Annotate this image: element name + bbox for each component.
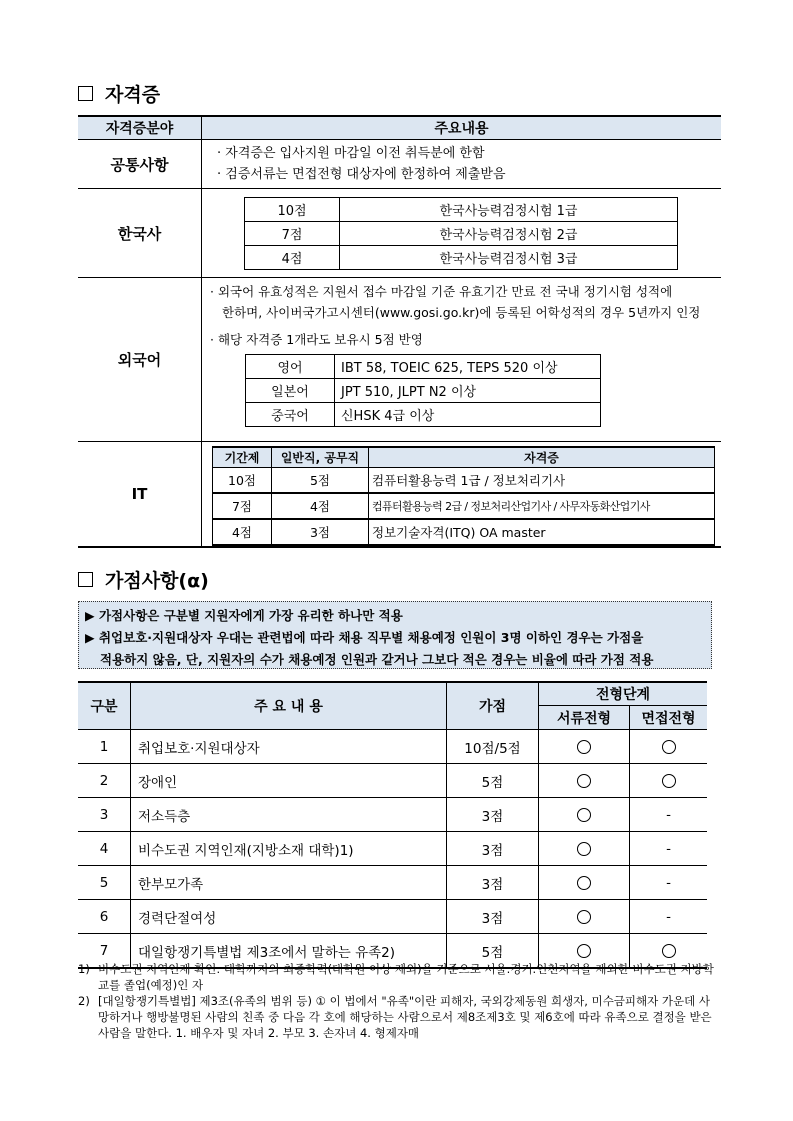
table-row bbox=[245, 198, 678, 222]
doc-stage-cell bbox=[539, 764, 630, 798]
row-content: 취업보호·지원대상자 bbox=[131, 730, 447, 764]
doc-stage-cell bbox=[539, 832, 630, 866]
row-number: 2 bbox=[78, 764, 131, 798]
bonus-notice-box bbox=[78, 601, 712, 669]
history-table bbox=[244, 197, 678, 270]
header-interview-stage: 면접전형 bbox=[630, 706, 708, 730]
table-row bbox=[78, 900, 707, 934]
checkbox-square-icon bbox=[78, 572, 93, 587]
row-number: 6 bbox=[78, 900, 131, 934]
it-cert: 컴퓨터활용능력 1급 / 정보처리기사 bbox=[369, 468, 715, 494]
category-common: 공통사항 bbox=[78, 140, 202, 189]
category-history: 한국사 bbox=[78, 189, 202, 278]
it-table bbox=[212, 446, 715, 546]
table-row bbox=[213, 493, 715, 519]
table-row bbox=[246, 379, 601, 403]
circle-mark-icon bbox=[662, 944, 676, 958]
foreign-line-3: · 해당 자격증 1개라도 보유시 5점 반영 bbox=[210, 332, 423, 347]
doc-stage-cell bbox=[539, 798, 630, 832]
circle-mark-icon bbox=[577, 876, 591, 890]
foreign-line-1: · 외국어 유효성적은 지원서 접수 마감일 기준 유효기간 만료 전 국내 정기시험 성적에 bbox=[210, 284, 673, 299]
it-score-regular: 3점 bbox=[272, 519, 369, 545]
circle-mark-icon bbox=[577, 774, 591, 788]
it-score-regular: 4점 bbox=[272, 493, 369, 519]
category-foreign: 외국어 bbox=[78, 278, 202, 442]
history-cert: 한국사능력검정시험 1급 bbox=[340, 198, 678, 222]
row-points: 10점/5점 bbox=[447, 730, 539, 764]
footnote bbox=[78, 961, 718, 993]
header-doc-stage: 서류전형 bbox=[539, 706, 630, 730]
it-score-contract: 10점 bbox=[213, 468, 272, 494]
row-content: 한부모가족 bbox=[131, 866, 447, 900]
foreign-lang: 일본어 bbox=[246, 379, 335, 403]
row-number: 4 bbox=[78, 832, 131, 866]
interview-stage-cell: - bbox=[630, 832, 708, 866]
history-score: 7점 bbox=[245, 222, 340, 246]
history-score: 10점 bbox=[245, 198, 340, 222]
table-row bbox=[245, 246, 678, 270]
interview-stage-cell bbox=[630, 730, 708, 764]
circle-mark-icon bbox=[577, 842, 591, 856]
foreign-lang: 중국어 bbox=[246, 403, 335, 427]
row-points: 3점 bbox=[447, 866, 539, 900]
notice-line: ▶ 가점사항은 구분별 지원자에게 가장 유리한 하나만 적용 bbox=[85, 608, 403, 623]
foreign-req: 신HSK 4급 이상 bbox=[335, 403, 601, 427]
doc-stage-cell bbox=[539, 900, 630, 934]
it-header-contract: 기간제 bbox=[213, 447, 272, 468]
row-points: 5점 bbox=[447, 764, 539, 798]
bonus-table bbox=[78, 681, 707, 969]
header-stage: 전형단계 bbox=[539, 682, 708, 706]
table-row bbox=[245, 222, 678, 246]
foreign-table bbox=[245, 354, 601, 427]
interview-stage-cell: - bbox=[630, 866, 708, 900]
history-cert: 한국사능력검정시험 3급 bbox=[340, 246, 678, 270]
row-content: 비수도권 지역인재(지방소재 대학)1) bbox=[131, 832, 447, 866]
table-row bbox=[78, 866, 707, 900]
interview-stage-cell: - bbox=[630, 798, 708, 832]
common-line-2: · 검증서류는 면접전형 대상자에 한정하여 제출받음 bbox=[217, 167, 506, 182]
section-title-text: 자격증 bbox=[105, 84, 161, 106]
doc-stage-cell bbox=[539, 730, 630, 764]
header-points: 가점 bbox=[447, 682, 539, 730]
row-points: 3점 bbox=[447, 798, 539, 832]
interview-stage-cell: - bbox=[630, 900, 708, 934]
footnote-number: 1) bbox=[78, 962, 90, 976]
row-content: 장애인 bbox=[131, 764, 447, 798]
circle-mark-icon bbox=[577, 740, 591, 754]
table-row bbox=[246, 403, 601, 427]
circle-mark-icon bbox=[662, 740, 676, 754]
common-line-1: · 자격증은 입사지원 마감일 이전 취득분에 한함 bbox=[217, 146, 485, 161]
it-header-cert: 자격증 bbox=[369, 447, 715, 468]
section-title-bonus bbox=[78, 566, 209, 593]
footnote-text: 비수도권 지역인재 확인: 대학까지의 최종학력(대학원 이상 제외)을 기준으로 서울.경기.인천지역을 제외한 비수도권 지방학교를 졸업(예정)인 자 bbox=[98, 962, 714, 992]
circle-mark-icon bbox=[577, 808, 591, 822]
row-points: 3점 bbox=[447, 832, 539, 866]
footnote-number: 2) bbox=[78, 994, 90, 1008]
table-row bbox=[78, 832, 707, 866]
it-score-regular: 5점 bbox=[272, 468, 369, 494]
section-title-certificates bbox=[78, 80, 160, 107]
table-row bbox=[246, 355, 601, 379]
row-content: 저소득층 bbox=[131, 798, 447, 832]
category-it: IT bbox=[78, 442, 202, 548]
it-score-contract: 7점 bbox=[213, 493, 272, 519]
row-number: 7 bbox=[78, 934, 131, 969]
table-row bbox=[78, 798, 707, 832]
history-cert: 한국사능력검정시험 2급 bbox=[340, 222, 678, 246]
foreign-line-2: 한하며, 사이버국가고시센터(www.gosi.go.kr)에 등록된 어학성적의 경우 5년까지 인정 bbox=[222, 305, 701, 320]
foreign-req: IBT 58, TOEIC 625, TEPS 520 이상 bbox=[335, 355, 601, 379]
circle-mark-icon bbox=[662, 774, 676, 788]
circle-mark-icon bbox=[577, 944, 591, 958]
header-main-content: 주요내용 bbox=[202, 116, 722, 140]
doc-stage-cell bbox=[539, 866, 630, 900]
it-score-contract: 4점 bbox=[213, 519, 272, 545]
footnote-text: [대일항쟁기특별법] 제3조(유족의 범위 등) ① 이 법에서 "유족"이란 피해자, 국외강제동원 희생자, 미수금피해자 가운데 사망하거나 행방불명된 사람의 친족 중 다음 각 호에 해당하는 사람으로서 제8조제3호 및 제6호에 따라 유족으로 결정을 받은 사람을 말한다. 1. 배우자 및 자녀 2. 부모 3. 손자녀 4. 형제자매 bbox=[98, 994, 712, 1040]
table-row bbox=[78, 730, 707, 764]
it-cert: 정보기술자격(ITQ) OA master bbox=[369, 519, 715, 545]
it-cert: 컴퓨터활용능력 2급 / 정보처리산업기사 / 사무자동화산업기사 bbox=[369, 493, 715, 519]
checkbox-square-icon bbox=[78, 86, 93, 101]
notice-line: ▶ 취업보호·지원대상자 우대는 관련법에 따라 채용 직무별 채용예정 인원이 3명 이하인 경우는 가점을 bbox=[85, 630, 644, 645]
table-row bbox=[78, 764, 707, 798]
row-number: 3 bbox=[78, 798, 131, 832]
circle-mark-icon bbox=[577, 910, 591, 924]
row-content: 대일항쟁기특별법 제3조에서 말하는 유족2) bbox=[131, 934, 447, 969]
section-title-text: 가점사항(α) bbox=[105, 570, 209, 592]
footnote bbox=[78, 993, 718, 1041]
row-content: 경력단절여성 bbox=[131, 900, 447, 934]
row-number: 5 bbox=[78, 866, 131, 900]
notice-line: 적용하지 않음, 단, 지원자의 수가 채용예정 인원과 같거나 그보다 적은 경우는 비율에 따라 가점 적용 bbox=[100, 652, 654, 667]
footnotes bbox=[78, 961, 718, 1041]
foreign-lang: 영어 bbox=[246, 355, 335, 379]
certificate-table bbox=[78, 115, 721, 548]
header-cert-field: 자격증분야 bbox=[78, 116, 202, 140]
header-content: 주 요 내 용 bbox=[131, 682, 447, 730]
table-row bbox=[213, 519, 715, 545]
row-points: 5점 bbox=[447, 934, 539, 969]
interview-stage-cell bbox=[630, 764, 708, 798]
foreign-req: JPT 510, JLPT N2 이상 bbox=[335, 379, 601, 403]
table-row bbox=[213, 468, 715, 494]
row-number: 1 bbox=[78, 730, 131, 764]
row-points: 3점 bbox=[447, 900, 539, 934]
history-score: 4점 bbox=[245, 246, 340, 270]
header-no: 구분 bbox=[78, 682, 131, 730]
it-header-regular: 일반직, 공무직 bbox=[272, 447, 369, 468]
